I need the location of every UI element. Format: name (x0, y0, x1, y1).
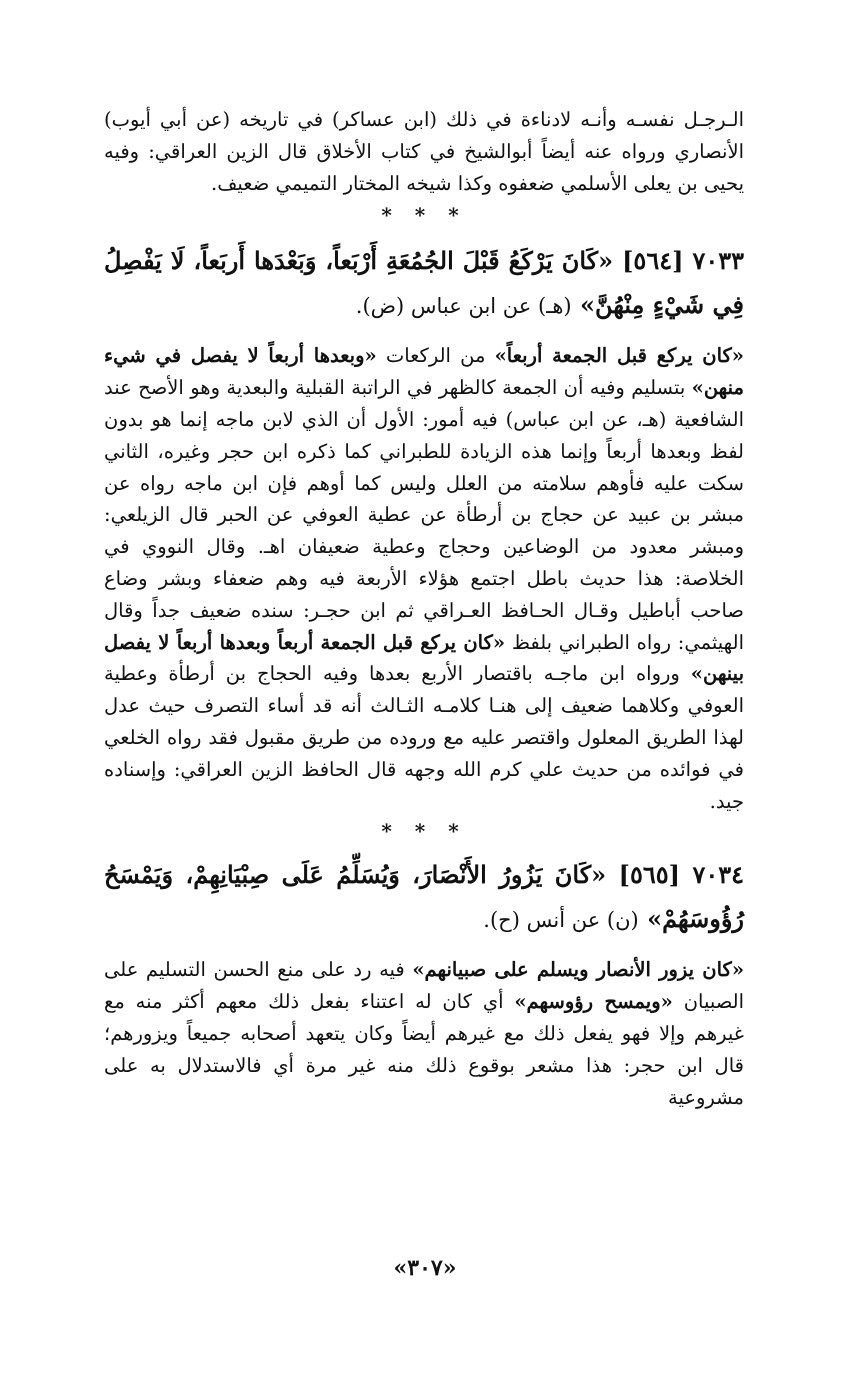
commentary-text: أي كان له اعتناء بفعل ذلك معهم أكثر منه مع غيرهم وإلا فهو يفعل ذلك مع غيرهم أيضاً وكان يتعهد أصحابه جميعاً ويزورهم؛ قال ابن حجر: هذا مشعر بوقوع ذلك منه غير مرة أي فالاستدلال به على مشروعية (104, 990, 744, 1109)
commentary-text: بتسليم وفيه أن الجمعة كالظهر في الراتبة القبلية والبعدية وهو الأصح عند الشافعية (هـ، عن ابن عباس) فيه أمور: الأول أن الذي لابن ماجه إنما هو بدون لفظ وبعدها أربعاً وإنما هذه الزيادة للطبراني كما ذكره ابن حجر وغيره، الثاني سكت عليه فأوهم سلامته من العلل وليس كما أوهم فإن ابن ماجه رواه عن مبشر بن عبيد عن حجاج بن أرطأة عن عطية العوفي عن الحبر قال الزيلعي: ومبشر معدود من الوضاعين وحجاج وعطية ضعيفان اهـ. وقال النووي في الخلاصة: هذا حديث باطل اجتمع هؤلاء الأربعة فيه وهم ضعفاء وبشر وضاع صاحب أباطيل وقـال الحـافظ العـراقي ثم ابن حجـر: سنده ضعيف جداً وقال الهيثمي: رواه الطبراني بلفظ (104, 376, 744, 654)
hadith-number: ٧٠٣٤ [٥٦٥] (618, 860, 744, 890)
quoted-phrase: «كان يركع قبل الجمعة أربعاً وبعدها أربعاً لا يفصل بينهن» (104, 630, 744, 686)
hadith-source: (ن) عن أنس (ح). (483, 908, 639, 933)
page-body (104, 104, 744, 1113)
commentary-paragraph (104, 954, 744, 1113)
commentary-paragraph (104, 340, 744, 817)
commentary-text: فيه رد على منع الحسن التسليم على الصبيان (104, 958, 744, 1014)
quoted-phrase: «كان يركع قبل الجمعة أربعاً» (494, 344, 744, 368)
hadith-text: «كَانَ يَزُورُ الأَنْصَارَ، وَيُسَلِّمُ عَلَى صِبْيَانِهِمْ، وَيَمْسَحُ رُؤُوسَهُمْ» (104, 860, 744, 934)
page-number: «٣٠٧» (393, 1255, 457, 1281)
intro-paragraph: الـرجـل نفسـه وأنـه لادناءة في ذلك (ابن عساكر) في تاريخه (عن أبي أيوب) الأنصاري ورواه عنه أيضاً أبوالشيخ في كتاب الأخلاق قال الزين العراقي: وفيه يحيى بن يعلى الأسلمي ضعفوه وكذا شيخه المختار التميمي ضعيف. (104, 108, 744, 195)
hadith-source: (هـ) عن ابن عباس (ض). (355, 294, 572, 319)
hadith-heading (104, 853, 744, 942)
section-separator: * * * (381, 203, 467, 228)
quoted-phrase: «وبعدها أربعاً لا يفصل في شيء منهن» (104, 344, 744, 400)
hadith-number: ٧٠٣٣ [٥٦٤] (622, 246, 744, 276)
commentary-text: من الركعات (376, 344, 495, 368)
hadith-heading (104, 239, 744, 328)
section-separator: * * * (381, 819, 467, 844)
commentary-text: ورواه ابن ماجـه باقتصار الأربع بعدها وفيه الحجاج بن أرطأة وعطية العوفي وكلاهما ضعيف إلى هنـا كلامـه الثـالث أنه قد أساء التصرف حيث عدل لهذا الطريق المعلول واقتصر عليه مع وروده من طريق مقبول فقد رواه الخلعي في فوائده من حديث علي كرم الله وجهه قال الحافظ الزين العراقي: وإسناده جيد. (104, 662, 744, 813)
hadith-text: «كَانَ يَرْكَعُ قَبْلَ الجُمُعَةِ أَرْبَعاً، وَبَعْدَها أَربَعاً، لَا يَفْصِلُ فِي شَيْءٍ مِنْهُنَّ» (104, 246, 744, 320)
quoted-phrase: «ويمسح رؤوسهم» (514, 990, 673, 1014)
quoted-phrase: «كان يزور الأنصار ويسلم على صبيانهم» (412, 958, 744, 982)
